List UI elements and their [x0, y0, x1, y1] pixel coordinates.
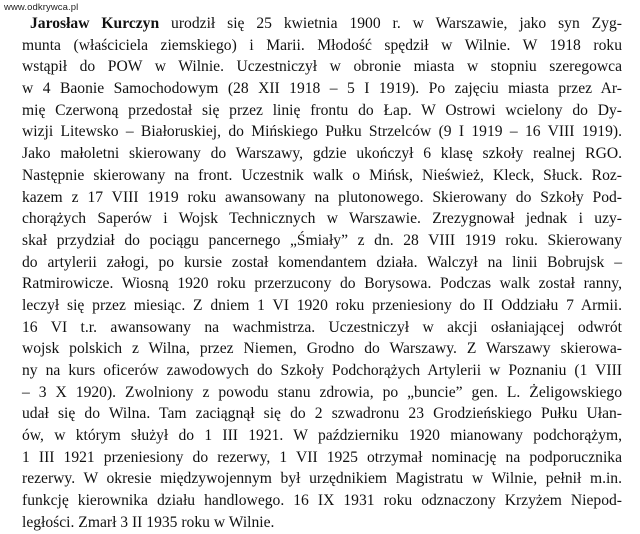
text-line-9: kazem z 17 VIII 1919 roku awansowany na plutonowego. Skierowany do Szkoły Pod- — [22, 188, 622, 206]
text-line-22: rezerwy. W okresie międzywojennym był urzędnikiem Magistratu w Wilnie, pełnił m.in. — [22, 470, 622, 488]
text-line-4: w 4 Baonie Samochodowym (28 XII 1918 – 5 I 1919). Po zajęciu miasta przez Ar- — [22, 80, 622, 98]
text-line-23: funkcję kierownika działu handlowego. 16 IX 1931 roku odznaczony Krzyżem Niepod- — [22, 492, 622, 510]
text-line-19: udał się do Wilna. Tam zaciągnął się do 2 szwadronu 23 Grodzieńskiego Pułku Ułan- — [22, 405, 622, 423]
text-line-24: ległości. Zmarł 3 II 1935 roku w Wilnie. — [22, 513, 275, 531]
text-line-18: – 3 X 1920). Zwolniony z powodu stanu zdrowia, po „buncie” gen. L. Żeligowskiego — [22, 383, 622, 401]
text-line-14: leczył się przez miesiąc. Z dniem 1 VI 1920 roku przeniesiony do II Oddziału 7 Armii. — [22, 296, 622, 314]
text-line-21: 1 III 1921 przeniesiony do rezerwy, 1 VII 1925 otrzymał nominację na podporucznika — [22, 448, 622, 466]
text-line-5: mię Czerwoną przedostał się przez linię frontu do Łap. W Ostrowi wcielony do Dy- — [22, 101, 622, 119]
text-line-11: skał przydział do pociągu pancernego „Śmiały” z dn. 28 VIII 1919 roku. Skierowany — [22, 231, 622, 249]
biography-paragraph — [22, 13, 622, 534]
text-line-6: wizji Litewsko – Białoruskiej, do Mińskiego Pułku Strzelców (9 I 1919 – 16 VIII 1919). — [22, 123, 622, 141]
text-line-7: Jako małoletni skierowany do Warszawy, gdzie ukończył 6 klasę szkoły realnej RGO. — [22, 145, 622, 163]
text-line-1 — [22, 13, 622, 35]
text-line-15: 16 VI t.r. awansowany na wachmistrza. Uczestniczył w akcji osłaniającej odwrót — [22, 318, 622, 336]
text-line-12: do artylerii załogi, po kursie został komendantem działa. Walczył na linii Bobrujsk – — [22, 253, 622, 271]
text-line-13: Ratmirowicze. Wiosną 1920 roku przerzucony do Borysowa. Podczas walk został ranny, — [22, 275, 622, 293]
person-name: Jarosław Kurczyn — [30, 15, 160, 32]
text-line-2: munta (właściciela ziemskiego) i Marii. Młodość spędził w Wilnie. W 1918 roku — [22, 36, 622, 54]
text-line-8: Następnie skierowany na front. Uczestnik walk o Mińsk, Nieśwież, Kleck, Słuck. Roz- — [22, 166, 622, 184]
text-line-10: chorążych Saperów i Wojsk Technicznych w Warszawie. Zrezygnował jednak i uzy- — [22, 210, 622, 228]
text-line-16: wojsk polskich z Wilna, przez Niemen, Grodno do Warszawy. Z Warszawy skierowa- — [22, 340, 622, 358]
text-line-20: ów, w którym służył do 1 III 1921. W październiku 1920 mianowany podchorążym, — [22, 427, 622, 445]
line-1-text: urodził się 25 kwietnia 1900 r. w Warszawie, jako syn Zyg- — [159, 15, 622, 32]
watermark-url: www.odkrywca.pl — [4, 2, 79, 13]
text-line-3: wstąpił do POW w Wilnie. Uczestniczył w obronie miasta w stopniu szeregowca — [22, 58, 622, 76]
text-line-17: ny na kurs oficerów zawodowych do Szkoły Podchorążych Artylerii w Poznaniu (1 VIII — [22, 362, 622, 379]
